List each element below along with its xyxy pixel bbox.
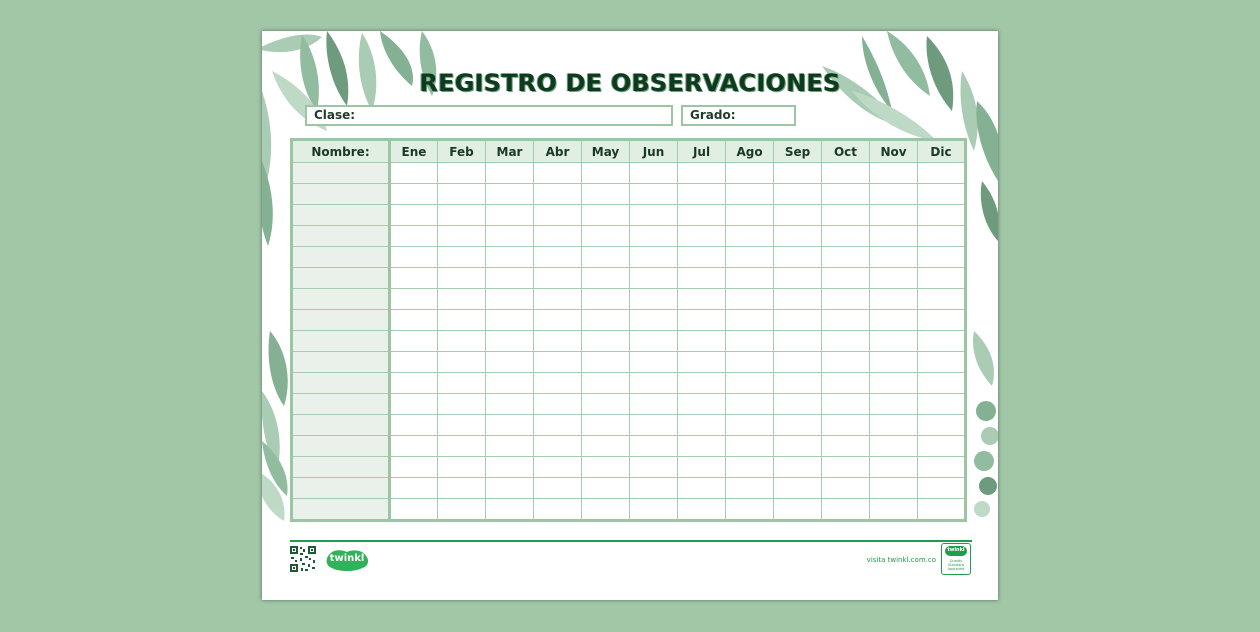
observation-cell[interactable]: [678, 394, 726, 415]
observation-cell[interactable]: [438, 415, 486, 436]
name-cell[interactable]: [292, 331, 390, 352]
observation-cell[interactable]: [486, 352, 534, 373]
footer-divider: [290, 540, 972, 542]
observation-cell[interactable]: [870, 205, 918, 226]
observation-cell[interactable]: [390, 478, 438, 499]
observation-cell[interactable]: [870, 373, 918, 394]
observation-cell[interactable]: [678, 163, 726, 184]
observation-cell[interactable]: [486, 478, 534, 499]
observation-cell[interactable]: [534, 163, 582, 184]
observation-cell[interactable]: [438, 373, 486, 394]
observation-cell[interactable]: [390, 436, 438, 457]
observation-cell[interactable]: [534, 478, 582, 499]
observation-cell[interactable]: [486, 331, 534, 352]
name-cell[interactable]: [292, 310, 390, 331]
observation-cell[interactable]: [486, 226, 534, 247]
observation-cell[interactable]: [774, 478, 822, 499]
observation-cell[interactable]: [486, 457, 534, 478]
observation-cell[interactable]: [630, 436, 678, 457]
observation-cell[interactable]: [582, 289, 630, 310]
table-row: [292, 310, 966, 331]
observation-cell[interactable]: [486, 163, 534, 184]
observation-cell[interactable]: [390, 268, 438, 289]
observation-cell[interactable]: [678, 310, 726, 331]
observation-cell[interactable]: [726, 289, 774, 310]
month-header: Abr: [534, 140, 582, 163]
observation-cell[interactable]: [726, 394, 774, 415]
observation-cell[interactable]: [486, 310, 534, 331]
observation-cell[interactable]: [822, 436, 870, 457]
table-row: [292, 268, 966, 289]
observation-cell[interactable]: [726, 247, 774, 268]
visit-link-text: visita twinkl.com.co: [866, 556, 936, 564]
observation-cell[interactable]: [726, 205, 774, 226]
grado-field[interactable]: [681, 105, 796, 126]
observation-cell[interactable]: [630, 184, 678, 205]
observation-cell[interactable]: [630, 415, 678, 436]
table-row: [292, 289, 966, 310]
observation-cell[interactable]: [918, 415, 966, 436]
observation-cell[interactable]: [630, 247, 678, 268]
table-row: [292, 205, 966, 226]
observation-cell[interactable]: [582, 373, 630, 394]
observation-cell[interactable]: [582, 268, 630, 289]
observation-cell[interactable]: [678, 352, 726, 373]
observation-cell[interactable]: [918, 184, 966, 205]
observation-cell[interactable]: [774, 163, 822, 184]
observation-cell[interactable]: [390, 184, 438, 205]
observation-cell[interactable]: [918, 289, 966, 310]
observation-cell[interactable]: [486, 394, 534, 415]
observation-cell[interactable]: [918, 352, 966, 373]
badge-title: twinkl: [947, 547, 965, 553]
observation-cell[interactable]: [870, 184, 918, 205]
observation-cell[interactable]: [678, 436, 726, 457]
month-header: Mar: [486, 140, 534, 163]
observation-cell[interactable]: [390, 163, 438, 184]
name-cell[interactable]: [292, 205, 390, 226]
observation-cell[interactable]: [822, 289, 870, 310]
observation-cell[interactable]: [630, 457, 678, 478]
observation-cell[interactable]: [438, 331, 486, 352]
observation-cell[interactable]: [438, 352, 486, 373]
observation-cell[interactable]: [390, 415, 438, 436]
observation-cell[interactable]: [534, 373, 582, 394]
observation-cell[interactable]: [822, 205, 870, 226]
month-header: Feb: [438, 140, 486, 163]
table-row: [292, 226, 966, 247]
table-row: [292, 499, 966, 521]
observation-cell[interactable]: [870, 331, 918, 352]
observation-cell[interactable]: [630, 205, 678, 226]
observation-cell[interactable]: [870, 226, 918, 247]
observation-cell[interactable]: [630, 499, 678, 521]
observation-cell[interactable]: [870, 310, 918, 331]
page-title: REGISTRO DE OBSERVACIONES: [419, 69, 841, 97]
name-cell[interactable]: [292, 268, 390, 289]
observation-cell[interactable]: [582, 247, 630, 268]
observation-cell[interactable]: [534, 331, 582, 352]
observation-cell[interactable]: [534, 457, 582, 478]
observation-cell[interactable]: [774, 226, 822, 247]
observation-cell[interactable]: [918, 247, 966, 268]
observation-cell[interactable]: [486, 205, 534, 226]
observation-cell[interactable]: [582, 163, 630, 184]
observation-cell[interactable]: [822, 478, 870, 499]
observation-cell[interactable]: [534, 436, 582, 457]
name-cell[interactable]: [292, 184, 390, 205]
observation-cell[interactable]: [486, 373, 534, 394]
observation-cell[interactable]: [822, 499, 870, 521]
observation-cell[interactable]: [726, 457, 774, 478]
month-header: Ago: [726, 140, 774, 163]
observation-cell[interactable]: [726, 499, 774, 521]
observation-cell[interactable]: [438, 226, 486, 247]
observation-cell[interactable]: [774, 436, 822, 457]
observation-cell[interactable]: [390, 226, 438, 247]
observation-cell[interactable]: [678, 331, 726, 352]
name-cell[interactable]: [292, 163, 390, 184]
header-row: [292, 140, 966, 163]
observation-cell[interactable]: [630, 394, 678, 415]
table-row: [292, 331, 966, 352]
name-cell[interactable]: [292, 226, 390, 247]
observation-cell[interactable]: [582, 415, 630, 436]
observation-cell[interactable]: [390, 457, 438, 478]
observation-cell[interactable]: [774, 184, 822, 205]
table-row: [292, 163, 966, 184]
observation-cell[interactable]: [774, 331, 822, 352]
observation-cell[interactable]: [726, 436, 774, 457]
observation-cell[interactable]: [774, 457, 822, 478]
observation-cell[interactable]: [390, 373, 438, 394]
observation-cell[interactable]: [630, 373, 678, 394]
observation-cell[interactable]: [678, 268, 726, 289]
observation-cell[interactable]: [726, 331, 774, 352]
observation-cell[interactable]: [822, 373, 870, 394]
observation-cell[interactable]: [774, 394, 822, 415]
name-cell[interactable]: [292, 352, 390, 373]
observation-cell[interactable]: [726, 373, 774, 394]
name-cell[interactable]: [292, 394, 390, 415]
observation-cell[interactable]: [726, 268, 774, 289]
observation-cell[interactable]: [390, 499, 438, 521]
observation-cell[interactable]: [678, 415, 726, 436]
name-cell[interactable]: [292, 373, 390, 394]
observation-cell[interactable]: [822, 457, 870, 478]
observation-cell[interactable]: [630, 352, 678, 373]
observation-cell[interactable]: [822, 184, 870, 205]
observation-cell[interactable]: [774, 205, 822, 226]
clase-label: Clase:: [314, 108, 356, 122]
observation-cell[interactable]: [870, 394, 918, 415]
observation-cell[interactable]: [870, 478, 918, 499]
observation-cell[interactable]: [582, 184, 630, 205]
observation-cell[interactable]: [918, 310, 966, 331]
observation-cell[interactable]: [582, 205, 630, 226]
observation-cell[interactable]: [534, 499, 582, 521]
observation-cell[interactable]: [390, 394, 438, 415]
twinkl-logo-text: twinkl: [329, 553, 365, 564]
observation-cell[interactable]: [534, 205, 582, 226]
table-row: [292, 352, 966, 373]
name-header: Nombre:: [292, 140, 390, 163]
observation-cell[interactable]: [870, 163, 918, 184]
observation-cell[interactable]: [726, 352, 774, 373]
observation-cell[interactable]: [870, 436, 918, 457]
observation-cell[interactable]: [918, 226, 966, 247]
observation-cell[interactable]: [438, 289, 486, 310]
observation-cell[interactable]: [678, 226, 726, 247]
observation-cell[interactable]: [390, 331, 438, 352]
observation-cell[interactable]: [630, 226, 678, 247]
observation-cell[interactable]: [630, 163, 678, 184]
month-header: Ene: [390, 140, 438, 163]
month-header: Jun: [630, 140, 678, 163]
observation-cell[interactable]: [630, 331, 678, 352]
name-cell[interactable]: [292, 436, 390, 457]
observation-cell[interactable]: [918, 394, 966, 415]
table-row: [292, 247, 966, 268]
table-row: [292, 184, 966, 205]
observation-cell[interactable]: [438, 394, 486, 415]
worksheet-page: [262, 31, 998, 600]
observation-cell[interactable]: [822, 268, 870, 289]
name-cell[interactable]: [292, 457, 390, 478]
observation-cell[interactable]: [726, 226, 774, 247]
month-header: Oct: [822, 140, 870, 163]
observation-cell[interactable]: [534, 268, 582, 289]
month-header: Dic: [918, 140, 966, 163]
observation-cell[interactable]: [438, 247, 486, 268]
observation-cell[interactable]: [870, 415, 918, 436]
observation-cell[interactable]: [822, 163, 870, 184]
observation-cell[interactable]: [630, 478, 678, 499]
table-row: [292, 415, 966, 436]
observation-cell[interactable]: [774, 310, 822, 331]
observation-cell[interactable]: [774, 268, 822, 289]
name-cell[interactable]: [292, 289, 390, 310]
table-row: [292, 478, 966, 499]
observation-cell[interactable]: [678, 478, 726, 499]
observation-cell[interactable]: [918, 436, 966, 457]
observation-cell[interactable]: [822, 352, 870, 373]
observation-cell[interactable]: [582, 310, 630, 331]
observation-cell[interactable]: [678, 184, 726, 205]
table-body: [292, 163, 966, 521]
observation-cell[interactable]: [774, 415, 822, 436]
observation-cell[interactable]: [726, 310, 774, 331]
observation-cell[interactable]: [486, 289, 534, 310]
observation-cell[interactable]: [534, 352, 582, 373]
observation-cell[interactable]: [438, 478, 486, 499]
observation-cell[interactable]: [822, 226, 870, 247]
observation-cell[interactable]: [534, 184, 582, 205]
observation-cell[interactable]: [438, 310, 486, 331]
observation-cell[interactable]: [870, 268, 918, 289]
observation-cell[interactable]: [918, 205, 966, 226]
observation-cell[interactable]: [870, 352, 918, 373]
observation-cell[interactable]: [678, 457, 726, 478]
observation-cell[interactable]: [870, 289, 918, 310]
observation-cell[interactable]: [918, 268, 966, 289]
observation-cell[interactable]: [870, 247, 918, 268]
month-header: May: [582, 140, 630, 163]
observation-cell[interactable]: [822, 331, 870, 352]
observation-cell[interactable]: [678, 247, 726, 268]
observation-cell[interactable]: [774, 373, 822, 394]
observation-cell[interactable]: [534, 226, 582, 247]
observation-cell[interactable]: [582, 478, 630, 499]
observation-cell[interactable]: [822, 394, 870, 415]
observation-cell[interactable]: [390, 352, 438, 373]
observation-cell[interactable]: [726, 184, 774, 205]
observation-cell[interactable]: [438, 268, 486, 289]
table-row: [292, 457, 966, 478]
observation-cell[interactable]: [870, 499, 918, 521]
observation-cell[interactable]: [486, 436, 534, 457]
observation-cell[interactable]: [582, 436, 630, 457]
observation-cell[interactable]: [582, 394, 630, 415]
observation-cell[interactable]: [918, 331, 966, 352]
observation-cell[interactable]: [438, 457, 486, 478]
observation-cell[interactable]: [678, 499, 726, 521]
observation-cell[interactable]: [726, 415, 774, 436]
observation-cell[interactable]: [390, 289, 438, 310]
observation-cell[interactable]: [438, 499, 486, 521]
month-header: Jul: [678, 140, 726, 163]
observation-cell[interactable]: [534, 247, 582, 268]
table-row: [292, 436, 966, 457]
observation-cell[interactable]: [438, 205, 486, 226]
observation-cell[interactable]: [726, 163, 774, 184]
observation-cell[interactable]: [534, 310, 582, 331]
observation-cell[interactable]: [678, 205, 726, 226]
observation-cell[interactable]: [870, 457, 918, 478]
observation-cell[interactable]: [630, 268, 678, 289]
badge-subtitle: Quality Standard Approved: [947, 559, 965, 571]
observation-cell[interactable]: [582, 331, 630, 352]
observation-cell[interactable]: [678, 289, 726, 310]
observation-cell[interactable]: [582, 226, 630, 247]
observation-cell[interactable]: [438, 184, 486, 205]
observation-cell[interactable]: [486, 268, 534, 289]
name-cell[interactable]: [292, 415, 390, 436]
clase-field[interactable]: [305, 105, 673, 126]
grado-label: Grado:: [690, 108, 736, 122]
observation-cell[interactable]: [918, 373, 966, 394]
observation-cell[interactable]: [438, 163, 486, 184]
observation-cell[interactable]: [774, 247, 822, 268]
observation-cell[interactable]: [822, 415, 870, 436]
observation-cell[interactable]: [918, 163, 966, 184]
name-cell[interactable]: [292, 499, 390, 521]
observation-cell[interactable]: [534, 289, 582, 310]
qr-code-icon: [289, 545, 317, 573]
observation-cell[interactable]: [486, 499, 534, 521]
observation-cell[interactable]: [486, 247, 534, 268]
observation-cell[interactable]: [582, 457, 630, 478]
observation-cell[interactable]: [822, 310, 870, 331]
observation-cell[interactable]: [630, 289, 678, 310]
observation-cell[interactable]: [918, 499, 966, 521]
observation-cell[interactable]: [438, 436, 486, 457]
name-cell[interactable]: [292, 478, 390, 499]
observation-cell[interactable]: [774, 289, 822, 310]
observation-cell[interactable]: [390, 205, 438, 226]
observation-cell[interactable]: [822, 247, 870, 268]
observation-cell[interactable]: [726, 478, 774, 499]
observation-cell[interactable]: [582, 499, 630, 521]
observation-cell[interactable]: [582, 352, 630, 373]
observation-table: [290, 138, 967, 522]
month-header: Sep: [774, 140, 822, 163]
observation-cell[interactable]: [390, 247, 438, 268]
observation-cell[interactable]: [486, 184, 534, 205]
observation-cell[interactable]: [918, 478, 966, 499]
observation-cell[interactable]: [774, 352, 822, 373]
table-row: [292, 394, 966, 415]
observation-cell[interactable]: [630, 310, 678, 331]
observation-cell[interactable]: [678, 373, 726, 394]
name-cell[interactable]: [292, 247, 390, 268]
observation-cell[interactable]: [534, 394, 582, 415]
observation-cell[interactable]: [486, 415, 534, 436]
observation-cell[interactable]: [390, 310, 438, 331]
observation-cell[interactable]: [774, 499, 822, 521]
observation-cell[interactable]: [918, 457, 966, 478]
table-row: [292, 373, 966, 394]
observation-cell[interactable]: [534, 415, 582, 436]
month-header: Nov: [870, 140, 918, 163]
